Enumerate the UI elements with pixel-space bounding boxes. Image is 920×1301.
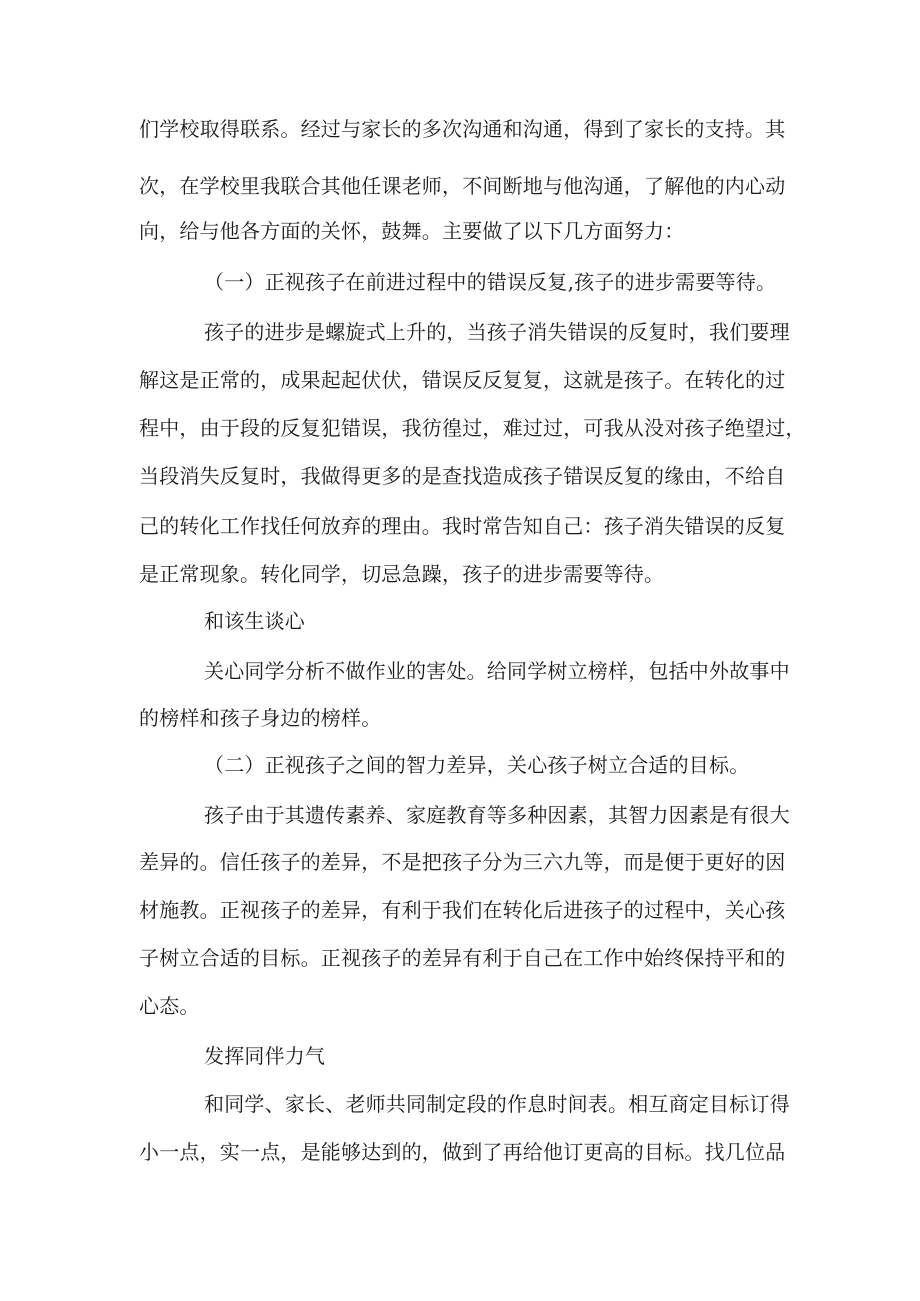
- text-line: 己的转化工作找任何放弃的理由。我时常告知自己：孩子消失错误的反复: [139, 514, 786, 538]
- text-line: 小一点，实一点，是能够达到的，做到了再给他订更高的目标。找几位品: [139, 1140, 786, 1164]
- text-line: 关心同学分析不做作业的害处。给同学树立榜样，包括中外故事中: [204, 659, 790, 683]
- text-line: 向，给与他各方面的关怀，鼓舞。主要做了以下几方面努力：: [139, 219, 685, 243]
- text-line: 解这是正常的，成果起起伏伏，错误反反复复，这就是孩子。在转化的过: [139, 368, 786, 392]
- text-line: 差异的。信任孩子的差异，不是把孩子分为三六九等，而是便于更好的因: [139, 850, 786, 874]
- text-line: 的榜样和孩子身边的榜样。: [139, 706, 382, 730]
- text-line: 孩子由于其遗传素养、家庭教育等多种因素，其智力因素是有很大: [204, 803, 790, 827]
- text-line: 程中，由于段的反复犯错误，我彷徨过，难过过，可我从没对孩子绝望过，: [139, 416, 806, 440]
- text-line: 心态。: [139, 994, 200, 1018]
- section-heading: （一）正视孩子在前进过程中的错误反复,孩子的进步需要等待。: [204, 270, 777, 294]
- text-line: 当段消失反复时，我做得更多的是查找造成孩子错误反复的缘由，不给自: [139, 464, 786, 488]
- section-heading: （二）正视孩子之间的智力差异，关心孩子树立合适的目标。: [204, 753, 750, 777]
- text-line: 材施教。正视孩子的差异，有利于我们在转化后进孩子的过程中，关心孩: [139, 898, 786, 922]
- text-line: 们学校取得联系。经过与家长的多次沟通和沟通，得到了家长的支持。其: [139, 117, 786, 141]
- subheading: 和该生谈心: [204, 609, 305, 633]
- text-line: 和同学、家长、老师共同制定段的作息时间表。相互商定目标订得: [204, 1092, 790, 1116]
- subheading: 发挥同伴力气: [204, 1044, 326, 1068]
- text-line: 子树立合适的目标。正视孩子的差异有利于自己在工作中始终保持平和的: [139, 946, 786, 970]
- text-line: 是正常现象。转化同学，切忌急躁，孩子的进步需要等待。: [139, 562, 665, 586]
- text-line: 次，在学校里我联合其他任课老师，不间断地与他沟通，了解他的内心动: [139, 174, 786, 198]
- text-line: 孩子的进步是螺旋式上升的，当孩子消失错误的反复时，我们要理: [204, 320, 790, 344]
